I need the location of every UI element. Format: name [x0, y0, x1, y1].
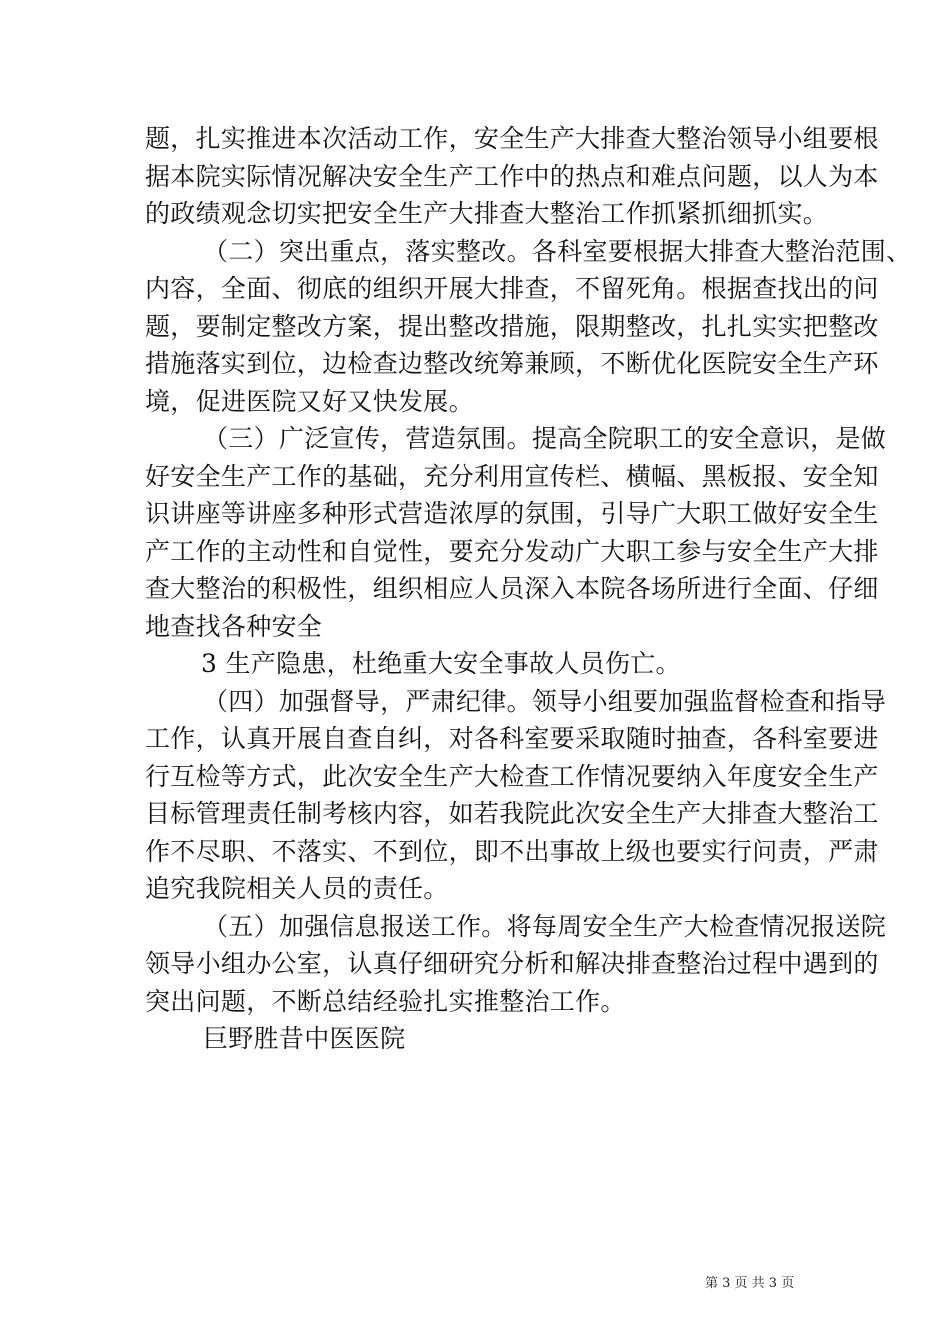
signature-line: 巨野胜昔中医医院: [203, 1024, 406, 1053]
paragraph-start-line: （四）加强督导，严肃纪律。领导小组要加强监督检查和指导: [203, 687, 887, 716]
text-line: 作不尽职、不落实、不到位，即不出事故上级也要实行问责，严肃: [145, 837, 879, 866]
text-line: 题，扎实推进本次活动工作，安全生产大排查大整治领导小组要根: [145, 124, 879, 153]
text-line: 据本院实际情况解决安全生产工作中的热点和难点问题，以人为本: [145, 162, 879, 191]
text-line: 题，要制定整改方案，提出整改措施，限期整改，扎扎实实把整改: [145, 312, 879, 341]
text-line: 行互检等方式，此次安全生产大检查工作情况要纳入年度安全生产: [145, 762, 879, 791]
text-line: 目标管理责任制考核内容，如若我院此次安全生产大排查大整治工: [145, 799, 879, 828]
text-line: 工作，认真开展自查自纠，对各科室要采取随时抽查，各科室要进: [145, 724, 879, 753]
text-line: 查大整治的积极性，组织相应人员深入本院各场所进行全面、仔细: [145, 574, 879, 603]
text-line: 内容，全面、彻底的组织开展大排查，不留死角。根据查找出的问: [145, 274, 879, 303]
text-line: 的政绩观念切实把安全生产大排查大整治工作抓紧抓细抓实。: [145, 199, 829, 228]
text-line: 产工作的主动性和自觉性，要充分发动广大职工参与安全生产大排: [145, 537, 879, 566]
text-line: 地查找各种安全: [145, 612, 323, 641]
paragraph-start-line: （二）突出重点，落实整改。各科室要根据大排查大整治范围、: [203, 237, 912, 266]
text-line: 突出问题，不断总结经验扎实推整治工作。: [145, 987, 626, 1016]
text-line: 3 生产隐患，杜绝重大安全事故人员伤亡。: [201, 649, 681, 678]
text-line: 境，促进医院又好又快发展。: [145, 387, 474, 416]
text-line: 措施落实到位，边检查边整改统筹兼顾，不断优化医院安全生产环: [145, 349, 879, 378]
text-line: 好安全生产工作的基础，充分利用宣传栏、横幅、黑板报、安全知: [145, 462, 879, 491]
page-number: 第 3 页 共 3 页: [705, 1276, 795, 1291]
paragraph-start-line: （三）广泛宣传，营造氛围。提高全院职工的安全意识，是做: [203, 424, 887, 453]
text-line: 领导小组办公室，认真仔细研究分析和解决排查整治过程中遇到的: [145, 949, 879, 978]
paragraph-start-line: （五）加强信息报送工作。将每周安全生产大检查情况报送院: [203, 912, 887, 941]
text-line: 追究我院相关人员的责任。: [145, 874, 449, 903]
text-line: 识讲座等讲座多种形式营造浓厚的氛围，引导广大职工做好安全生: [145, 499, 879, 528]
